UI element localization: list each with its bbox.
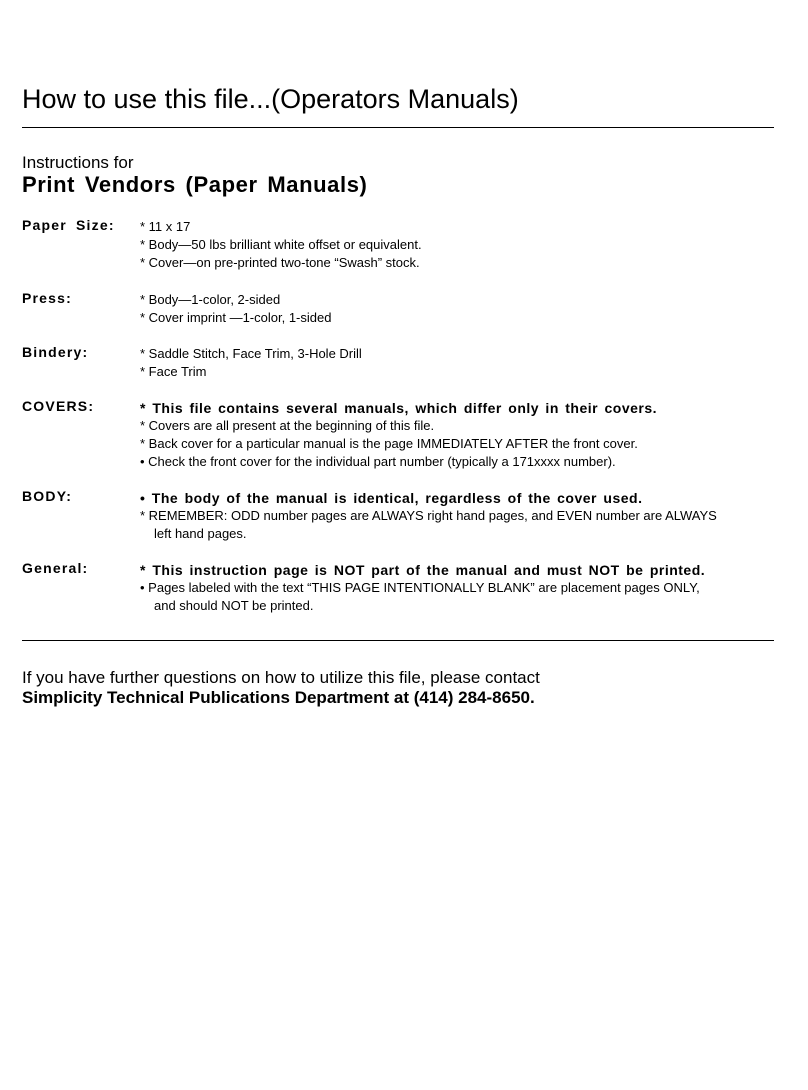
section-line: * Covers are all present at the beginning of this file. xyxy=(140,418,435,433)
section-lines xyxy=(140,218,800,272)
section-line: * Body—50 lbs brilliant white offset or equivalent. xyxy=(140,237,422,252)
section-lines xyxy=(140,399,800,471)
section-line: * Back cover for a particular manual is the page IMMEDIATELY AFTER the front cover. xyxy=(140,436,638,451)
section-line-emphasis: * This file contains several manuals, which differ only in their covers. xyxy=(140,400,658,416)
section-lines xyxy=(140,489,800,543)
bottom-divider xyxy=(22,640,774,641)
intro-text: Instructions for xyxy=(22,153,134,172)
section-lines xyxy=(140,345,800,381)
section-line: * Face Trim xyxy=(140,364,207,379)
section-heading: Print Vendors (Paper Manuals) xyxy=(22,172,368,197)
section-label: Bindery: xyxy=(22,344,89,360)
section-label: Paper Size: xyxy=(22,217,115,233)
section-line-emphasis: * This instruction page is NOT part of the manual and must NOT be printed. xyxy=(140,562,706,578)
section-line: * REMEMBER: ODD number pages are ALWAYS right hand pages, and EVEN number are ALWAYS xyxy=(140,508,717,523)
section-line: • Pages labeled with the text “THIS PAGE INTENTIONALLY BLANK” are placement pages ONLY, xyxy=(140,580,700,595)
section-line: * Body—1-color, 2-sided xyxy=(140,292,281,307)
section-line-continued: left hand pages. xyxy=(154,526,247,541)
section-label: General: xyxy=(22,560,89,576)
section-line: * Saddle Stitch, Face Trim, 3-Hole Drill xyxy=(140,346,362,361)
contact-department: Simplicity Technical Publications Department at (414) 284-8650. xyxy=(22,688,535,707)
section-label: Press: xyxy=(22,290,73,306)
top-divider xyxy=(22,127,774,128)
section-line-emphasis: • The body of the manual is identical, regardless of the cover used. xyxy=(140,490,643,506)
section-line-continued: and should NOT be printed. xyxy=(154,598,314,613)
section-label: COVERS: xyxy=(22,398,95,414)
section-line: * Cover—on pre-printed two-tone “Swash” stock. xyxy=(140,255,420,270)
section-line: * Cover imprint —1-color, 1-sided xyxy=(140,310,332,325)
contact-text: If you have further questions on how to utilize this file, please contact xyxy=(22,668,540,687)
section-line: • Check the front cover for the individual part number (typically a 171xxxx number). xyxy=(140,454,616,469)
page-title: How to use this file...(Operators Manuals) xyxy=(22,84,519,114)
section-line: * 11 x 17 xyxy=(140,219,191,234)
section-lines xyxy=(140,291,800,327)
section-label: BODY: xyxy=(22,488,73,504)
section-lines xyxy=(140,561,800,615)
